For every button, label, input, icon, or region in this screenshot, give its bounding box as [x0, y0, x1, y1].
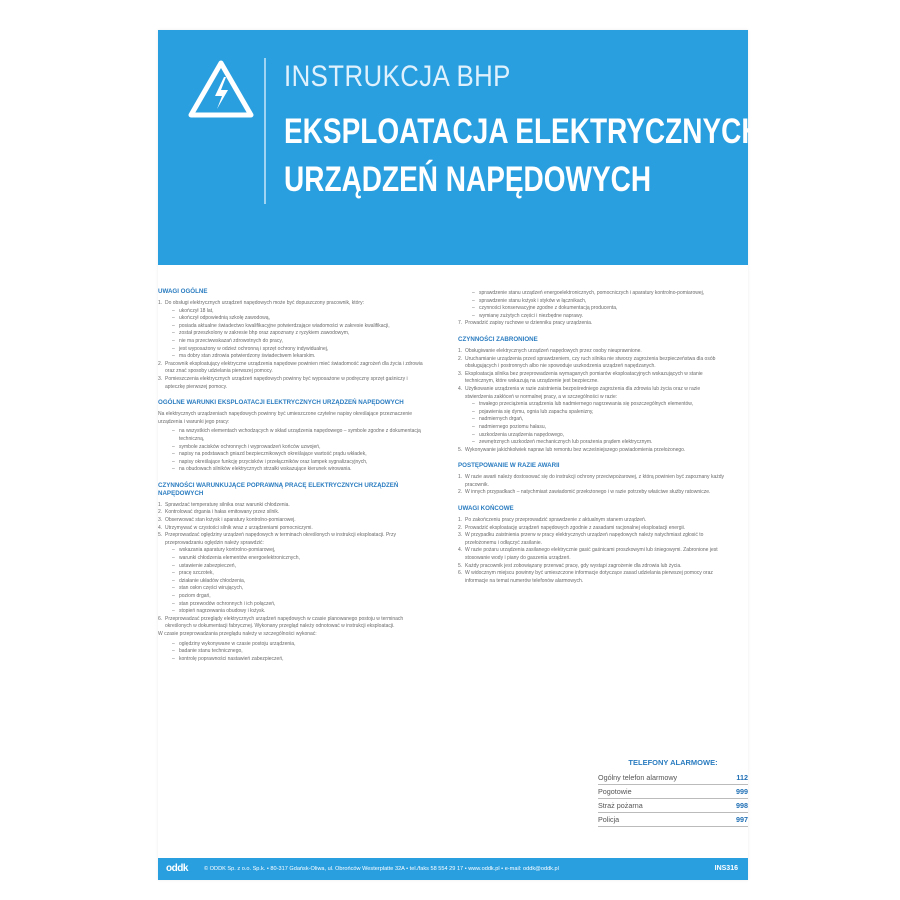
sub-item [458, 432, 726, 440]
item-text: Eksploatacja silnika bez przeprowadzenia wymaganych pomiarów eksploatacyjnych wskazujących w stanie technicznym, które wskazują na urządzenie jest bezpieczne. [465, 370, 703, 385]
sub-item [158, 346, 426, 354]
sub-item-text: napisy na podstawach gniazd bezpiecznikowych określające wartość prądu wkładek, [179, 451, 367, 458]
dash-marker: – [172, 640, 175, 647]
right-column [458, 290, 726, 585]
item-number: 6. [458, 570, 463, 577]
item-text: Utrzymywać w czystości silnik wraz z urządzeniami pomocniczymi. [165, 524, 313, 531]
sub-item [458, 290, 726, 298]
sub-item [458, 298, 726, 306]
dash-marker: – [472, 312, 475, 319]
numbered-item [458, 371, 726, 386]
sub-item-text: posiada aktualne świadectwo kwalifikacyjne potwierdzające wiadomości w zakresie kwalifikacji, [179, 322, 390, 329]
emergency-phones [598, 758, 748, 827]
footer-text: © ODDK Sp. z o.o. Sp.k. • 80-317 Gdańsk-Oliwa, ul. Obrońców Westerplatte 32A • tel./faks 58 554 29 17 • www.oddk.pl • e-mail: oddk@oddk.pl [204, 866, 559, 872]
item-number: 1. [158, 501, 163, 508]
sub-item [158, 563, 426, 571]
paragraph: Na elektrycznych urządzeniach napędowych powinny być umieszczone czytelne napisy określające przeznaczenie urządzenia i warunki jego pracy: [158, 411, 413, 425]
sub-item-text: ustawienie zabezpieczeń, [179, 562, 236, 569]
item-text: W przypadku zaistnienia przerw w pracy elektrycznych urządzeń napędowych należy natychmiast zgłosić to przełożonemu i odłączyć zasilanie. [465, 532, 704, 546]
sub-item-text: pracę szczotek, [179, 570, 214, 577]
sub-item-text: na obudowach silników elektrycznych strzałki wskazujące kierunek wirowania. [179, 466, 352, 473]
item-number: 3. [158, 375, 163, 382]
sub-item [158, 444, 426, 452]
phone-label: Straż pożarna [598, 801, 643, 810]
item-text: Sprawdzać temperaturę silnika oraz warunki chłodzenia. [165, 501, 290, 508]
sub-item [158, 601, 426, 609]
sub-item [158, 656, 426, 664]
sub-item [158, 641, 426, 649]
sub-item [458, 313, 726, 321]
item-text: Każdy pracownik jest zobowiązany przerwać pracę, gdy wystąpi zagrożenie dla zdrowia lub życia. [465, 562, 682, 569]
phone-number: 112 [736, 773, 748, 782]
item-number: 7. [458, 320, 463, 327]
item-text: W razie awarii należy dostosować się do instrukcji ochrony przeciwpożarowej, z którą powinien być zapoznany każdy pracownik. [465, 474, 725, 488]
item-number: 1. [458, 474, 463, 481]
item-number: 3. [458, 532, 463, 539]
sub-item-text: działanie układów chłodzenia, [179, 577, 246, 584]
item-number: 5. [158, 532, 163, 539]
pre-title: INSTRUKCJA BHP [284, 60, 511, 93]
sub-item-text: pojawienia się dymu, ognia lub zapachu spalenizny, [479, 408, 594, 415]
dash-marker: – [172, 648, 175, 655]
sub-item-text: ukończył 18 lat, [179, 307, 214, 314]
phone-label: Pogotowie [598, 787, 632, 796]
numbered-item [458, 517, 726, 525]
numbered-item [158, 376, 426, 391]
phone-row [598, 771, 748, 785]
dash-marker: – [172, 330, 175, 337]
sub-item [158, 330, 426, 338]
numbered-item [458, 348, 726, 356]
numbered-item [158, 532, 426, 547]
item-number: 2. [458, 524, 463, 531]
section-title: CZYNNOŚCI ZABRONIONE [458, 335, 538, 343]
company-logo: oddk [166, 863, 188, 874]
dash-marker: – [172, 555, 175, 562]
phone-label: Ogólny telefon alarmowy [598, 773, 678, 782]
header-banner [158, 30, 762, 265]
sub-item [158, 323, 426, 331]
numbered-item [458, 320, 726, 328]
dash-marker: – [172, 547, 175, 554]
item-number: 3. [158, 517, 163, 524]
dash-marker: – [172, 608, 175, 615]
phone-number: 999 [736, 787, 748, 796]
electric-hazard-icon [188, 60, 254, 118]
dash-marker: – [172, 345, 175, 352]
title-line-1: EKSPLOATACJA ELEKTRYCZNYCH [284, 112, 762, 151]
item-text: Pomieszczenia elektrycznych urządzeń napędowych powinny być wyposażone w podręczny sprzęt gaśniczy i apteczkę pierwszej pomocy. [165, 375, 408, 390]
dash-marker: – [172, 451, 175, 458]
sub-item-text: sprawdzenie stanu urządzeń energoelektronicznych, pomocniczych i aparatury kontrolno-pomiarowej, [479, 290, 705, 296]
item-text: W widocznym miejscu powinny być umieszczone informacje dotyczące zasad udzielania pierwszej pomocy oraz informacje na temat numerów telefonów alarmowych. [465, 570, 713, 584]
sub-item [158, 608, 426, 616]
numbered-item [458, 489, 726, 497]
item-number: 2. [458, 355, 463, 362]
dash-marker: – [472, 290, 475, 296]
dash-marker: – [172, 428, 175, 435]
numbered-item [458, 547, 726, 562]
sub-item-text: został przeszkolony w zakresie bhp oraz zapoznany z ryzykiem zawodowym, [179, 330, 350, 337]
dash-marker: – [472, 416, 475, 423]
sub-item-text: nadmiernych drgań, [479, 416, 524, 423]
sub-item-text: trwałego przeciążenia urządzenia lub nadmiernego nagrzewania się poszczególnych elementów, [479, 401, 694, 408]
phone-label: Policja [598, 815, 620, 824]
numbered-item [158, 616, 426, 631]
numbered-item [458, 525, 726, 533]
sub-item [158, 547, 426, 555]
dash-marker: – [172, 322, 175, 329]
sub-item-text: stan przewodów ochronnych i ich połączeń, [179, 600, 276, 607]
numbered-item [158, 525, 426, 533]
item-text: Po zakończeniu pracy przeprowadzić sprawdzenie z aktualnym stanem urządzeń. [465, 517, 647, 524]
section-title: CZYNNOŚCI WARUNKUJĄCE POPRAWNĄ PRACĘ ELEKTRYCZNYCH URZĄDZEŃ NAPĘDOWYCH [158, 481, 399, 497]
item-text: Obserwować stan łożysk i aparatury kontrolno-pomiarowej. [165, 517, 296, 524]
sub-item [458, 409, 726, 417]
item-text: Uruchamianie urządzenia przed sprawdzeniem, czy ruch silnika nie stworzy zagrożenia bezpieczeństwa dla osób obsługujących i postronnych albo nie spowoduje uszkodzenia urządzeń napędzanych. [465, 355, 716, 370]
sub-item [458, 424, 726, 432]
sub-item-text: sprawdzenie stanu łożysk i styków w łącznikach, [479, 297, 587, 304]
numbered-item [458, 386, 726, 401]
sub-item [458, 439, 726, 447]
sub-item-text: zewnętrznych uszkodzeń mechanicznych lub porażenia prądem elektrycznym. [479, 439, 653, 446]
dash-marker: – [172, 593, 175, 599]
item-number: 3. [458, 370, 463, 377]
left-column [158, 288, 426, 663]
phone-number: 997 [736, 815, 748, 824]
dash-marker: – [172, 353, 175, 360]
item-number: 2. [458, 489, 463, 496]
instruction-sheet [158, 30, 762, 880]
dash-marker: – [472, 431, 475, 438]
phone-row [598, 813, 748, 827]
numbered-item [458, 563, 726, 571]
dash-marker: – [172, 600, 175, 607]
sub-item [158, 428, 426, 443]
item-number: 4. [158, 524, 163, 531]
header-divider [264, 58, 266, 204]
sub-item [158, 315, 426, 323]
numbered-item [158, 300, 426, 308]
item-text: Przeprowadzać przeglądy elektrycznych urządzeń napędowych w czasie planowanego postoju w terminach określonych w dokumentacji fabrycznej. Wykonany przegląd należy odnotować w instrukcji eksploatacji. [165, 615, 404, 630]
dash-marker: – [472, 408, 475, 415]
dash-marker: – [472, 297, 475, 304]
sub-item-text: czynności konserwacyjne zgodne z dokumentacją producenta, [479, 305, 618, 312]
dash-marker: – [172, 562, 175, 569]
dash-marker: – [472, 439, 475, 446]
item-number: 1. [458, 347, 463, 354]
sub-item-text: nie ma przeciwwskazań zdrowotnych do pracy, [179, 337, 283, 344]
sub-item-text: poziom drgań, [179, 593, 211, 599]
sub-item [158, 353, 426, 361]
item-text: W innych przypadkach – natychmiast zawiadomić przełożonego i w razie potrzeby właściwe służby ratownicze. [465, 489, 711, 496]
phone-row [598, 785, 748, 799]
dash-marker: – [172, 307, 175, 314]
section-title: UWAGI KOŃCOWE [458, 505, 514, 513]
dash-marker: – [172, 315, 175, 322]
item-text: Użytkowanie urządzenia w razie zaistnienia bezpośredniego zagrożenia dla zdrowia lub życia oraz w razie stwierdzenia zakłóceń w normalnej pracy, a w szczególności w razie: [465, 385, 701, 400]
sub-item [158, 578, 426, 586]
sub-item-text: symbole zacisków ochronnych i wyprowadzeń końców uzwojeń, [179, 443, 321, 450]
main-title [284, 108, 762, 204]
item-number: 1. [158, 300, 163, 306]
document-code: INS316 [714, 865, 738, 872]
dash-marker: – [172, 585, 175, 592]
section-title: UWAGI OGÓLNE [158, 288, 208, 295]
dash-marker: – [472, 305, 475, 312]
phone-number: 998 [736, 801, 748, 810]
dash-marker: – [172, 443, 175, 450]
sub-item-text: jest wyposażony w odzież ochronną i sprzęt ochrony indywidualnej, [179, 345, 329, 352]
item-number: 5. [458, 446, 463, 453]
sub-item-text: uszkodzenia urządzenia napędowego, [479, 431, 565, 438]
numbered-item [158, 509, 426, 517]
item-number: 4. [458, 547, 463, 554]
dash-marker: – [472, 423, 475, 430]
item-text: Przeprowadzać oględziny urządzeń napędowych w terminach określonych w instrukcji eksploatacji. Przy przeprowadzaniu oględzin należy sprawdzić: [165, 532, 396, 546]
sub-item [158, 570, 426, 578]
sub-item [158, 585, 426, 593]
item-text: Wykonywanie jakichkolwiek napraw lub remontu bez wcześniejszego powiadomienia przełożonego. [465, 446, 686, 453]
dash-marker: – [172, 655, 175, 662]
item-text: Do obsługi elektrycznych urządzeń napędowych może być dopuszczony pracownik, który: [165, 300, 364, 306]
item-number: 5. [458, 562, 463, 569]
item-number: 2. [158, 509, 163, 516]
numbered-item [458, 447, 726, 455]
sub-item-text: wymianę zużytych części i niezbędne naprawy. [479, 312, 584, 319]
numbered-item [458, 356, 726, 371]
sub-item [158, 555, 426, 563]
item-number: 1. [458, 517, 463, 524]
item-text: Kontrolować drgania i hałas emitowany przez silnik. [165, 509, 280, 516]
sub-item [158, 593, 426, 601]
phone-row [598, 799, 748, 813]
section-title: OGÓLNE WARUNKI EKSPLOATACJI ELEKTRYCZNYCH URZĄDZEŃ NAPĘDOWYCH [158, 399, 404, 407]
sub-item [158, 459, 426, 467]
sub-item [158, 648, 426, 656]
sub-item-text: nadmiernego poziomu hałasu, [479, 423, 546, 430]
numbered-item [158, 517, 426, 525]
dash-marker: – [472, 401, 475, 408]
item-text: Obsługiwanie elektrycznych urządzeń napędowych przez osoby nieuprawnione. [465, 347, 642, 354]
dash-marker: – [172, 577, 175, 584]
sub-item [458, 305, 726, 313]
sub-item [158, 466, 426, 474]
numbered-item [158, 502, 426, 510]
sub-item-text: stan osłon części wirujących, [179, 585, 244, 592]
sub-item [158, 338, 426, 346]
item-text: Prowadzić zapisy ruchowe w dzienniku pracy urządzenia. [465, 320, 593, 327]
numbered-item [458, 474, 726, 489]
item-text: W razie pożaru urządzenia zasilanego elektrycznie gasić gaśnicami proszkowymi lub śniegowymi. Zabronione jest stosowanie wody i piany do gaszenia urządzeń. [465, 547, 718, 562]
dash-marker: – [172, 337, 175, 344]
sub-item [458, 401, 726, 409]
sub-item-text: ukończył odpowiednią szkołę zawodową, [179, 315, 270, 322]
dash-marker: – [172, 458, 175, 465]
sub-item [458, 416, 726, 424]
numbered-item [458, 570, 726, 585]
title-line-2: URZĄDZEŃ NAPĘDOWYCH [284, 160, 652, 199]
item-text: Prowadzić eksploatację urządzeń napędowych zgodnie z zasadami racjonalnej eksploatacji energii. [465, 524, 686, 531]
sub-item-text: ma dobry stan zdrowia potwierdzony świadectwem lekarskim. [179, 353, 316, 360]
sub-item [158, 451, 426, 459]
section-title: POSTĘPOWANIE W RAZIE AWARII [458, 462, 560, 470]
sub-item [158, 308, 426, 316]
item-number: 6. [158, 615, 163, 622]
item-number: 2. [158, 360, 163, 367]
sub-item-text: badanie stanu technicznego, [179, 648, 243, 655]
phones-title: TELEFONY ALARMOWE: [628, 758, 718, 767]
item-number: 4. [458, 385, 463, 392]
sub-item-text: na wszystkich elementach wchodzących w skład urządzenia napędowego – symbole zgodne z dokumentacją techniczną, [179, 428, 421, 442]
sub-item-text: napisy określające funkcję przycisków i przełączników oraz lampek sygnalizacyjnych, [179, 458, 368, 465]
sub-item-text: warunki chłodzenia elementów energoelektronicznych, [179, 555, 300, 562]
item-text: Pracownik eksploatujący elektryczne urządzenia napędowe powinien mieć świadomość zagrożeń dla życia i zdrowia oraz znać sposoby udzielania pierwszej pomocy. [165, 360, 423, 375]
numbered-item [158, 361, 426, 376]
sub-item-text: wskazania aparatury kontrolno-pomiarowej, [179, 547, 276, 554]
dash-marker: – [172, 466, 175, 473]
dash-marker: – [172, 570, 175, 577]
sub-item-text: stopień nagrzewania obudowy i łożysk. [179, 608, 266, 615]
paragraph: W czasie przeprowadzania przeglądu należy w szczególności wykonać: [158, 630, 317, 637]
numbered-item [458, 532, 726, 547]
sub-item-text: oględziny wykonywane w czasie postoju urządzenia, [179, 640, 296, 647]
footer-bar [158, 858, 748, 880]
sub-item-text: kontrolę poprawności nastawień zabezpieczeń, [179, 655, 284, 662]
